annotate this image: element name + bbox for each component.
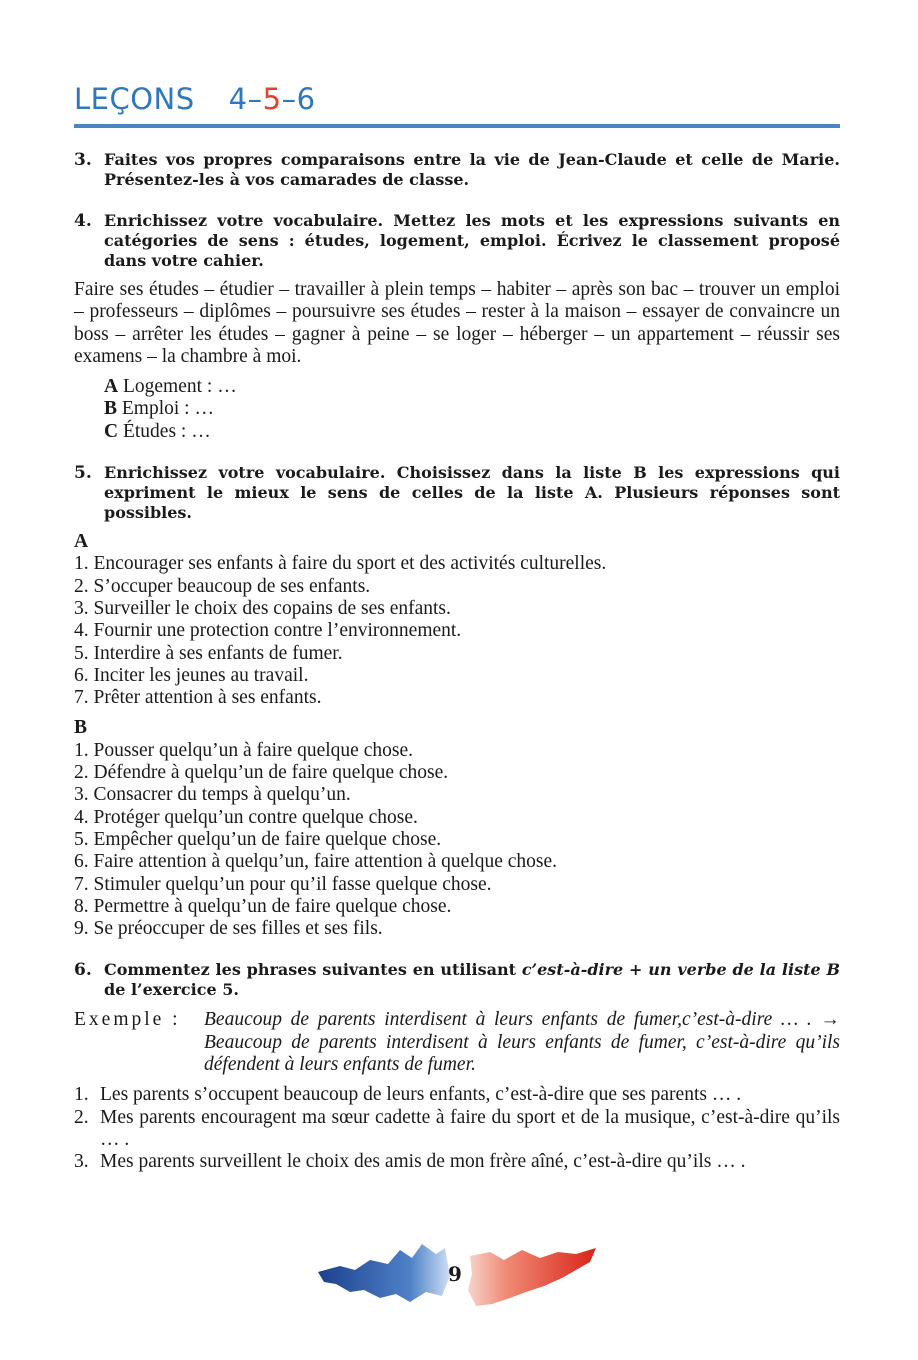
category-letter: C	[104, 420, 119, 442]
example-block	[74, 1009, 840, 1076]
lesson-header	[74, 78, 840, 128]
item-text: Mes parents encouragent ma sœur cadette à faire du sport et de la musique, c’est-à-dire qu’ils … .	[100, 1106, 840, 1150]
lesson-number-4: 4	[228, 82, 248, 116]
list-item: 6. Inciter les jeunes au travail.	[74, 664, 309, 686]
lesson-separator: –	[281, 82, 297, 116]
category-item	[104, 421, 840, 443]
category-label: Emploi : …	[121, 398, 214, 420]
exercise-instruction: Enrichissez votre vocabulaire. Mettez les mots et les expressions suivants en catégories de sens : études, logement, emploi. Écrivez le classement proposé dans votre cahier.	[104, 211, 840, 270]
category-letter: A	[104, 376, 119, 398]
page-content	[74, 78, 840, 1174]
category-list	[104, 376, 840, 443]
exercise-6	[74, 960, 840, 1000]
lesson-title-word: LEÇONS	[74, 82, 195, 116]
exercise-number: 4.	[74, 211, 92, 231]
exercise-6-items	[74, 1084, 840, 1173]
item-text: Les parents s’occupent beaucoup de leurs enfants, c’est-à-dire que ses parents … .	[100, 1084, 742, 1106]
instruction-italic: c’est-à-dire + un verbe de la liste B	[521, 960, 841, 980]
lesson-numbers	[229, 82, 316, 116]
exercise-number: 3.	[74, 150, 92, 170]
lesson-separator: –	[247, 82, 263, 116]
instruction-text: Commentez les phrases suivantes en utilisant	[104, 960, 522, 980]
category-item	[104, 398, 840, 420]
list-item: 4. Fournir une protection contre l’environnement.	[74, 620, 462, 642]
exercise-instruction: Enrichissez votre vocabulaire. Choisissez dans la liste B les expressions qui expriment le mieux le sens de celles de la liste A. Plusieurs réponses sont possibles.	[104, 463, 840, 523]
list-item: 2. Défendre à quelqu’un de faire quelque chose.	[74, 762, 449, 784]
item-number: 1.	[74, 1084, 89, 1106]
instruction-text: de l’exercice 5.	[104, 980, 239, 1000]
category-letter: B	[104, 398, 118, 420]
list-item: 2. S’occuper beaucoup de ses enfants.	[74, 575, 371, 597]
list-b-title: B	[74, 717, 88, 739]
list-a-title: A	[74, 531, 89, 553]
list-item: 4. Protéger quelqu’un contre quelque chose.	[74, 806, 418, 828]
word-list: Faire ses études – étudier – travailler à plein temps – habiter – après son bac – trouver un emploi – professeurs – diplômes – poursuivre ses études – rester à la maison – essayer de convaincre un boss – arrêter les études – gagner à peine – se loger – héberger – un appartement – réussir ses examens – la chambre à moi.	[74, 279, 840, 367]
list-item: 8. Permettre à quelqu’un de faire quelque chose.	[74, 895, 452, 917]
lesson-number-6: 6	[296, 82, 316, 116]
example-label: Exemple :	[74, 1009, 181, 1031]
list-item: 5. Empêcher quelqu’un de faire quelque chose.	[74, 828, 442, 850]
exercise-3	[74, 150, 840, 190]
example-text: Beaucoup de parents interdisent à leurs enfants de fumer,c’est-à-dire … . → Beaucoup de parents interdisent à leurs enfants de fumer, c’est-à-dire qu’ils défendent à leurs enfants de fumer.	[204, 1009, 840, 1076]
list-item: 9. Se préoccuper de ses filles et ses fils.	[74, 918, 383, 940]
exercise-4	[74, 211, 840, 271]
lesson-title	[74, 82, 316, 116]
list-item: 6. Faire attention à quelqu’un, faire attention à quelque chose.	[74, 851, 557, 873]
exercise-5	[74, 463, 840, 523]
lesson-number-5: 5	[262, 82, 282, 116]
item-number: 3.	[74, 1151, 89, 1173]
page-number: 9	[448, 1262, 462, 1286]
item-number: 2.	[74, 1106, 89, 1128]
category-item	[104, 376, 840, 398]
list-item: 5. Interdire à ses enfants de fumer.	[74, 642, 343, 664]
list-item: 3. Consacrer du temps à quelqu’un.	[74, 784, 351, 806]
page-footer	[300, 1236, 620, 1316]
exercise-number: 5.	[74, 463, 92, 484]
item-text: Mes parents surveillent le choix des amis de mon frère aîné, c’est-à-dire qu’ils … .	[100, 1151, 746, 1173]
category-label: Logement : …	[122, 376, 237, 398]
exercise-instruction	[104, 960, 840, 1000]
list-item	[74, 1107, 840, 1152]
list-item: 3. Surveiller le choix des copains de ses enfants.	[74, 597, 451, 619]
list-item	[74, 1151, 840, 1173]
list-item	[74, 1084, 840, 1106]
category-label: Études : …	[122, 420, 211, 442]
list-a	[74, 553, 840, 709]
exercise-instruction: Faites vos propres comparaisons entre la vie de Jean-Claude et celle de Marie. Présentez-les à vos camarades de classe.	[104, 150, 840, 189]
list-b	[74, 740, 840, 941]
list-item: 1. Pousser quelqu’un à faire quelque chose.	[74, 739, 413, 761]
exercise-number: 6.	[74, 960, 92, 981]
list-item: 1. Encourager ses enfants à faire du sport et des activités culturelles.	[74, 553, 607, 575]
list-item: 7. Stimuler quelqu’un pour qu’il fasse quelque chose.	[74, 873, 492, 895]
list-item: 7. Prêter attention à ses enfants.	[74, 687, 322, 709]
